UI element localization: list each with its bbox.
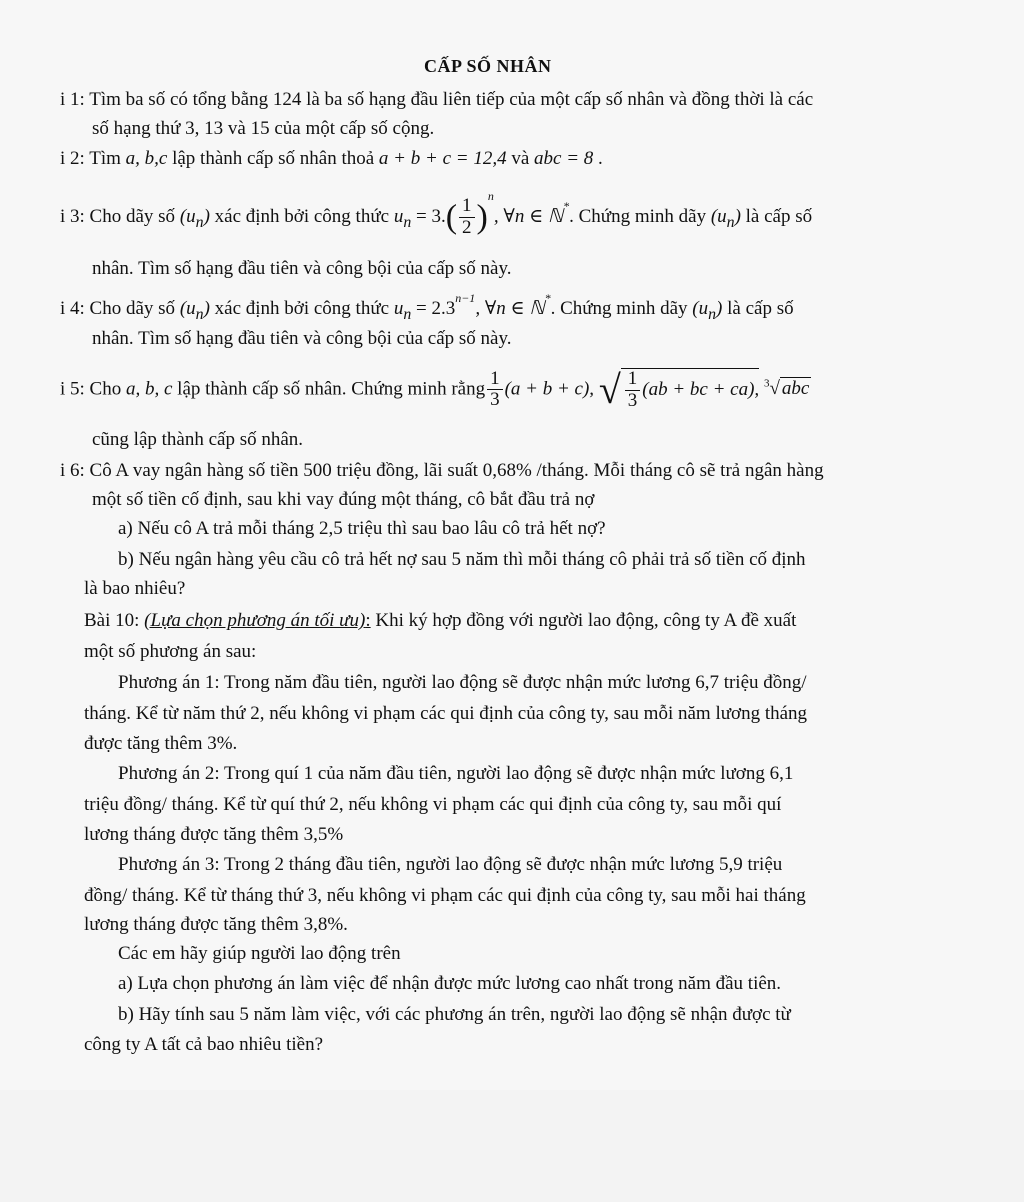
fraction-num: 1	[459, 196, 475, 218]
problem-4-post: . Chứng minh dãy	[550, 298, 693, 319]
problem-10-rest: Khi ký hợp đồng với người lao động, công ty A đề xuất	[370, 610, 797, 631]
problem-6-line-1: i 6: Cô A vay ngân hàng số tiền 500 triệu đồng, lãi suất 0,68% /tháng. Mỗi tháng cô sẽ trả ngân hàng	[60, 460, 824, 481]
right-paren: )	[476, 198, 488, 236]
problem-3-post2: là cấp số	[740, 206, 813, 227]
p4-formula-sub-n: n	[403, 305, 412, 323]
problem-10-line-2: một số phương án sau:	[84, 641, 257, 662]
formula-u: u	[393, 206, 404, 227]
p4-formula-rhs: = 2.3	[411, 298, 456, 319]
problem-6-line-2: một số tiền cố định, sau khi vay đúng một tháng, cô bắt đầu trả nợ	[92, 489, 595, 510]
fraction-one-third	[487, 369, 503, 412]
problem-3-seq-2: $(u_n)$	[710, 206, 741, 231]
fraction-num: 1	[625, 369, 641, 391]
option-3-line-2: đồng/ tháng. Kể từ tháng thứ 3, nếu không vi phạm các qui định của công ty, sau mỗi hai tháng	[84, 885, 806, 906]
problem-4-line-1	[60, 292, 794, 323]
problem-4-formula	[393, 291, 551, 323]
problem-3-prefix: i 3: Cho dãy số	[60, 206, 180, 227]
fraction-one-third-inner	[625, 369, 641, 412]
formula-forall: , ∀n ∈ ℕ	[493, 206, 564, 227]
problem-1-line-1: i 1: Tìm ba số có tổng bằng 124 là ba số hạng đầu liên tiếp của một cấp số nhân và đồng thời là các	[60, 89, 814, 110]
fraction-den: 3	[490, 389, 500, 411]
formula-eq: = 3.	[411, 206, 446, 227]
problem-3-post: . Chứng minh dãy	[569, 206, 711, 227]
cube-root: $^3$√ abc	[763, 377, 810, 400]
p4-formula-star: *	[544, 291, 551, 305]
problem-6-part-b-line-1: b) Nếu ngân hàng yêu cầu cô trả hết nợ sau 5 năm thì mỗi tháng cô phải trả số tiền cố định	[118, 549, 806, 570]
problem-3-line-1	[60, 190, 812, 239]
fraction-one-half	[459, 196, 475, 239]
problem-6-part-a: a) Nếu cô A trả mỗi tháng 2,5 triệu thì sau bao lâu cô trả hết nợ?	[118, 518, 606, 539]
problem-4-post2: là cấp số	[722, 298, 794, 319]
option-3-line-1: Phương án 3: Trong 2 tháng đầu tiên, người lao động sẽ được nhận mức lương 5,9 triệu	[118, 854, 783, 875]
problem-5-expr-3: abc	[781, 378, 810, 400]
help-instruction: Các em hãy giúp người lao động trên	[118, 943, 401, 964]
problem-10-line-1	[84, 611, 796, 630]
problem-3-seq: $(u_n)$	[179, 206, 210, 231]
problem-5-line-1	[60, 368, 811, 412]
fraction-num: 1	[487, 369, 503, 391]
problem-3-mid: xác định bởi công thức	[209, 206, 394, 227]
option-2-line-2: triệu đồng/ tháng. Kể từ quí thứ 2, nếu không vi phạm các qui định của công ty, sau mỗi quí	[84, 794, 782, 815]
problem-4-seq: $(u_n)$	[179, 298, 210, 323]
radical-sign: √	[598, 366, 621, 412]
page-title: CẤP SỐ NHÂN	[424, 56, 552, 76]
problem-5-expr-2: (ab + bc + ca),	[642, 378, 760, 400]
problem-5-line-2: cũng lập thành cấp số nhân.	[92, 429, 304, 450]
option-1-line-3: được tăng thêm 3%.	[84, 733, 238, 754]
option-1-line-2: tháng. Kể từ năm thứ 2, nếu không vi phạm các qui định của công ty, sau mỗi năm lương tháng	[84, 703, 808, 724]
problem-2-mid: lập thành cấp số nhân thoả	[167, 148, 379, 169]
problem-1-line-2: số hạng thứ 3, 13 và 15 của một cấp số cộng.	[92, 118, 435, 139]
p4-seq-u: u	[186, 298, 196, 319]
formula-sub-n: n	[403, 213, 412, 231]
p4-seq2-sub-n: n	[708, 305, 717, 323]
problem-3-formula	[393, 189, 570, 239]
problem-10-label: Bài 10:	[84, 610, 145, 631]
question-b-line-1: b) Hãy tính sau 5 năm làm việc, với các phương án trên, người lao động sẽ nhận được từ	[118, 1004, 791, 1025]
problem-5-mid: lập thành cấp số nhân. Chứng minh rằng	[172, 378, 486, 400]
problem-5-prefix: i 5: Cho	[60, 378, 126, 400]
problem-5-vars: a, b, c	[125, 378, 173, 400]
problem-4-mid: xác định bởi công thức	[209, 298, 394, 319]
problem-4-prefix: i 4: Cho dãy số	[60, 298, 180, 319]
problem-2-eq-sum: a + b + c = 12,4	[378, 148, 507, 169]
option-1-line-1: Phương án 1: Trong năm đầu tiên, người lao động sẽ được nhận mức lương 6,7 triệu đồng/	[118, 672, 807, 693]
p4-formula-exponent: n−1	[455, 291, 476, 305]
problem-4-seq-2: $(u_n)$	[692, 298, 723, 323]
seq-sub-n: n	[195, 213, 204, 231]
fraction-den: 3	[627, 389, 638, 411]
question-b-line-2: công ty A tất cả bao nhiêu tiền?	[84, 1034, 324, 1055]
problem-2-eq-product: abc = 8	[534, 148, 594, 169]
problem-10-colon: :	[365, 610, 371, 631]
left-paren: (	[445, 198, 458, 236]
problem-2-vars: a, b,c	[125, 148, 168, 169]
root-index: 3	[763, 377, 770, 390]
square-root	[599, 368, 759, 412]
question-a: a) Lựa chọn phương án làm việc để nhận được mức lương cao nhất trong năm đầu tiên.	[118, 973, 782, 994]
option-2-line-3: lương tháng được tăng thêm 3,5%	[84, 824, 344, 845]
formula-exponent: n	[487, 189, 494, 203]
radicand	[621, 368, 759, 412]
problem-4-line-2: nhân. Tìm số hạng đầu tiên và công bội của cấp số này.	[92, 328, 512, 349]
problem-3-line-2: nhân. Tìm số hạng đầu tiên và công bội của cấp số này.	[92, 258, 512, 279]
problem-2-prefix: i 2: Tìm	[60, 148, 126, 169]
problem-6-part-b-line-2: là bao nhiêu?	[84, 578, 186, 599]
p4-formula-forall: , ∀n ∈ ℕ	[475, 298, 545, 319]
p4-seq-sub-n: n	[195, 305, 204, 323]
problem-5-expr-1: (a + b + c),	[504, 378, 595, 400]
problem-10-heading: (Lựa chọn phương án tối ưu)	[144, 610, 366, 631]
p4-seq2-u: u	[698, 298, 709, 319]
p4-formula-u: u	[393, 298, 404, 319]
problem-2-and: và	[506, 148, 535, 169]
seq2-sub-n: n	[726, 213, 735, 231]
seq-u: u	[186, 206, 196, 227]
problem-2-end: .	[593, 148, 603, 169]
fraction-den: 2	[462, 217, 472, 239]
page-bottom-margin	[0, 1090, 1024, 1202]
problem-2-line	[60, 149, 603, 168]
option-3-line-3: lương tháng được tăng thêm 3,8%.	[84, 914, 348, 935]
option-2-line-1: Phương án 2: Trong quí 1 của năm đầu tiên, người lao động sẽ được nhận mức lương 6,1	[118, 763, 794, 784]
formula-star: *	[563, 199, 570, 213]
seq2-u: u	[717, 206, 727, 227]
